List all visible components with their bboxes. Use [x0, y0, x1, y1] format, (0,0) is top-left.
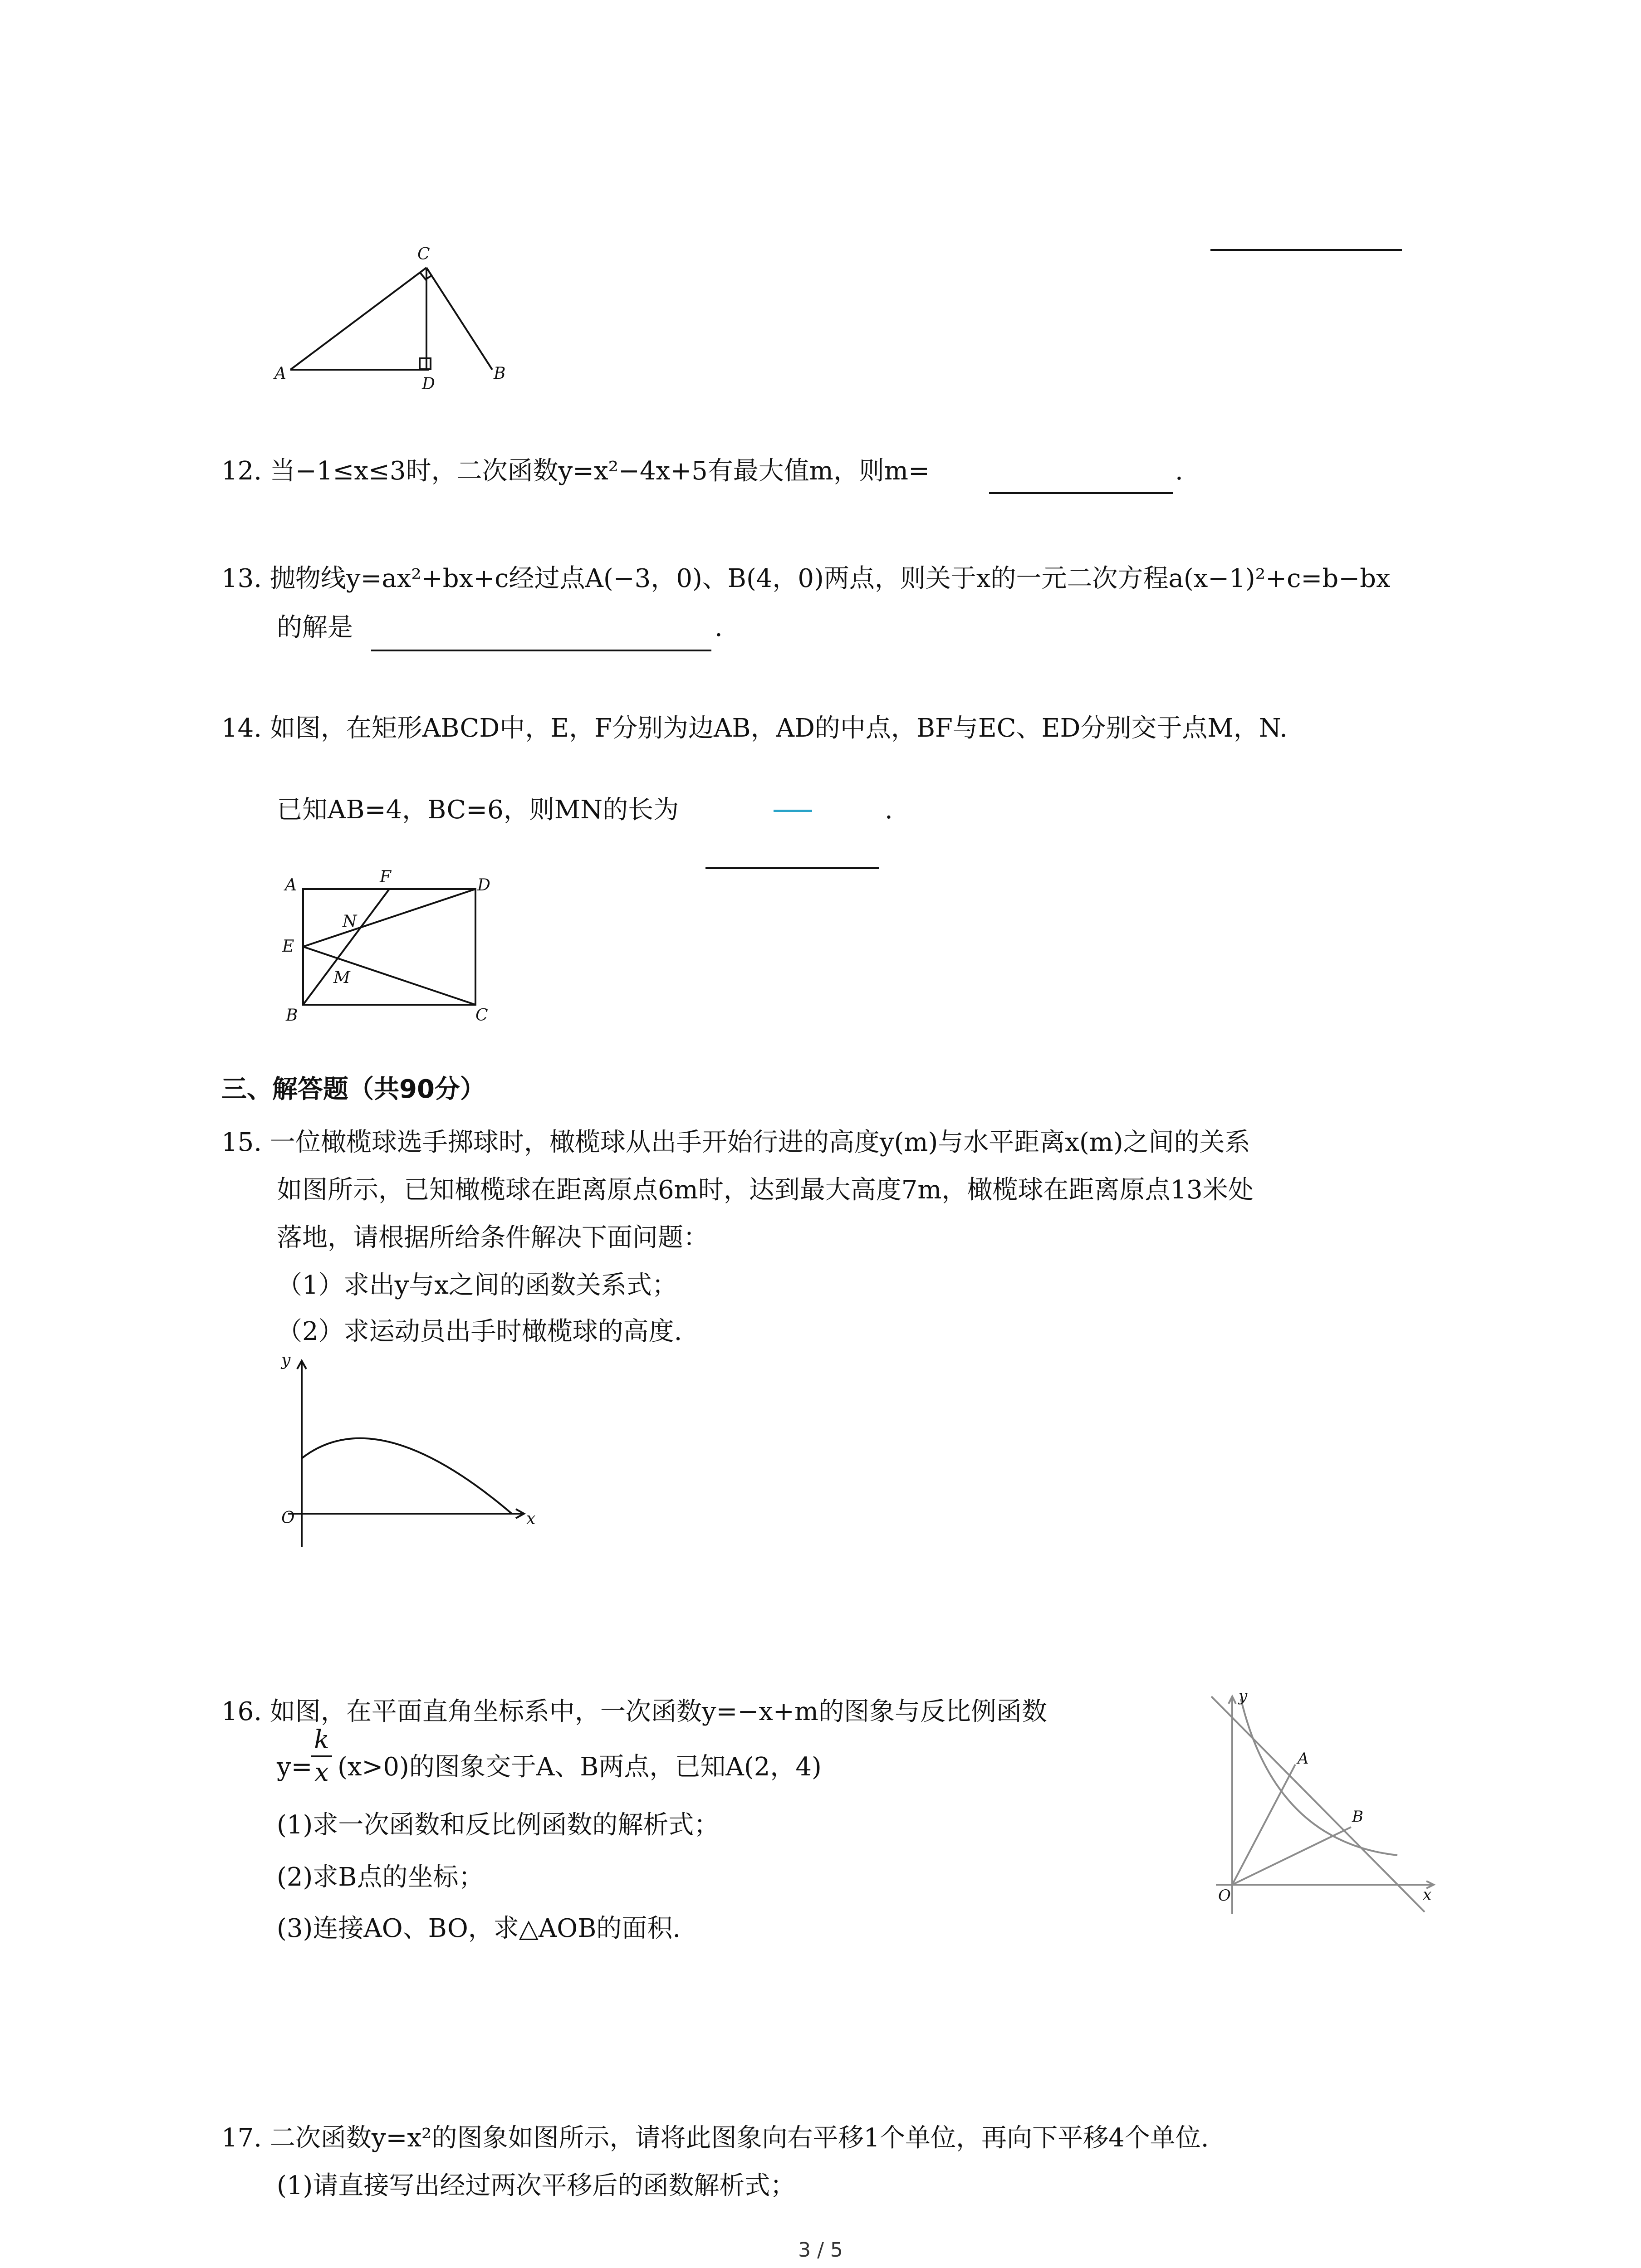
- q13-end: .: [715, 613, 723, 642]
- section-title: 三、解答题（共90分）: [221, 1075, 485, 1104]
- q11-label-c: C: [417, 245, 430, 264]
- q16-coordinate-figure: [1198, 1678, 1443, 1923]
- q17-sub1: (1)请直接写出经过两次平移后的函数解析式；: [277, 2171, 796, 2200]
- q15-label-x: x: [526, 1510, 536, 1528]
- q14-line2: 已知AB=4，BC=6，则MN的长为: [277, 795, 679, 825]
- q14-label-e: E: [282, 937, 294, 956]
- q16-label-o: O: [1218, 1887, 1231, 1905]
- q17-line1: 17. 二次函数y=x²的图象如图所示，请将此图象向右平移1个单位，再向下平移4个单位.: [221, 2123, 1209, 2153]
- q16-label-a: A: [1298, 1750, 1309, 1768]
- q14-label-d: D: [477, 876, 490, 894]
- q15-parabola-graph: [272, 1347, 544, 1556]
- q16-line2: (x>0)的图象交于A、B两点，已知A(2，4): [338, 1752, 822, 1782]
- q14-answer-blank: [705, 867, 879, 869]
- q11-triangle-figure: [263, 240, 517, 393]
- q13-line1: 13. 抛物线y=ax²+bx+c经过点A(−3，0)、B(4，0)两点，则关于x的一元二次方程a(x−1)²+c=b−bx: [221, 564, 1391, 593]
- q14-label-f: F: [380, 868, 391, 886]
- q14-answer-mark: [774, 810, 812, 812]
- q15-sub1: （1）求出y与x之间的函数关系式；: [277, 1271, 677, 1300]
- q16-sub1: (1)求一次函数和反比例函数的解析式；: [277, 1810, 720, 1840]
- q16-sub2: (2)求B点的坐标；: [277, 1862, 484, 1892]
- q14-label-b: B: [286, 1006, 298, 1025]
- q11-label-a: A: [274, 364, 286, 383]
- q14-label-n: N: [343, 912, 357, 931]
- q15-sub2: （2）求运动员出手时橄榄球的高度.: [277, 1317, 682, 1346]
- q16-fraction: [311, 1727, 332, 1785]
- q16-fraction-denominator: x: [314, 1758, 329, 1787]
- q14-label-m: M: [333, 968, 350, 987]
- q12-answer-blank: [989, 492, 1173, 494]
- q16-label-b: B: [1352, 1808, 1363, 1826]
- q12-text: 12. 当−1≤x≤3时，二次函数y=x²−4x+5有最大值m，则m=: [221, 456, 930, 486]
- q16-sub3: (3)连接AO、BO，求△AOB的面积.: [277, 1914, 681, 1943]
- q12-end: .: [1175, 456, 1183, 486]
- q11-label-d: D: [422, 375, 435, 393]
- q13-line2: 的解是: [277, 613, 353, 642]
- q15-label-y: y: [281, 1351, 291, 1369]
- q15-line3: 落地，请根据所给条件解决下面问题：: [277, 1223, 709, 1252]
- q15-line1: 15. 一位橄榄球选手掷球时，橄榄球从出手开始行进的高度y(m)与水平距离x(m)之间的关系: [221, 1128, 1250, 1157]
- page-number: 3 / 5: [798, 2239, 843, 2262]
- q15-label-o: O: [281, 1509, 295, 1527]
- q16-fraction-numerator: k: [314, 1725, 329, 1755]
- q14-label-a: A: [285, 876, 297, 894]
- q16-label-x: x: [1423, 1886, 1432, 1904]
- q14-line1: 14. 如图，在矩形ABCD中，E，F分别为边AB，AD的中点，BF与EC、ED分别交于点M，N.: [221, 714, 1288, 743]
- q14-end: .: [885, 795, 893, 825]
- q16-y-prefix: y=: [277, 1752, 313, 1782]
- q16-fraction-bar: [311, 1755, 332, 1757]
- q14-rectangle-figure: [272, 864, 508, 1027]
- q11-answer-blank: [1210, 249, 1402, 251]
- q15-line2: 如图所示，已知橄榄球在距离原点6m时，达到最大高度7m，橄榄球在距离原点13米处: [277, 1175, 1254, 1205]
- q16-label-y: y: [1239, 1687, 1248, 1705]
- q11-label-b: B: [494, 364, 506, 383]
- q14-label-c: C: [475, 1006, 488, 1025]
- q13-answer-blank: [371, 650, 711, 651]
- q16-line1: 16. 如图，在平面直角坐标系中，一次函数y=−x+m的图象与反比例函数: [221, 1697, 1047, 1726]
